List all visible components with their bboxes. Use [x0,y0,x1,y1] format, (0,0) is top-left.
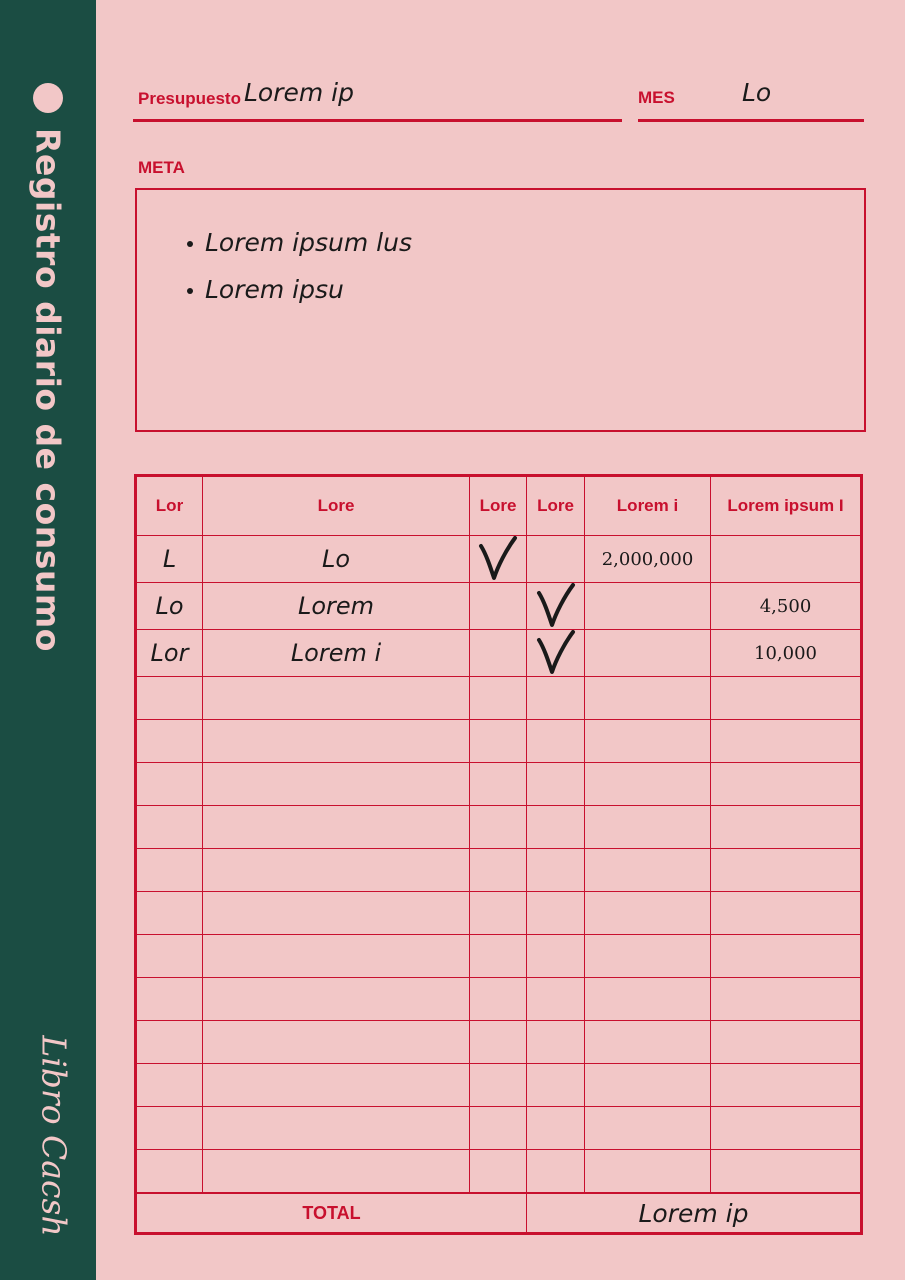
empty-cell[interactable] [585,677,711,720]
empty-cell[interactable] [470,1107,527,1150]
empty-cell[interactable] [527,935,585,978]
empty-cell[interactable] [527,849,585,892]
empty-cell[interactable] [136,677,203,720]
empty-cell[interactable] [203,806,470,849]
table-row [136,677,862,720]
empty-cell[interactable] [711,1064,862,1107]
empty-cell[interactable] [527,806,585,849]
empty-cell[interactable] [527,1021,585,1064]
empty-cell[interactable] [136,806,203,849]
table-header-row [136,476,862,536]
checkmark-icon [536,630,576,676]
cell-check2[interactable] [527,536,585,583]
table-row [136,935,862,978]
empty-cell[interactable] [203,677,470,720]
empty-cell[interactable] [136,935,203,978]
table-row [136,1150,862,1194]
table-row [136,849,862,892]
cell-col6[interactable]: 10,000 [711,630,862,677]
col-header: Lore [470,476,527,536]
empty-cell[interactable] [470,806,527,849]
table-row [136,978,862,1021]
empty-cell[interactable] [470,935,527,978]
empty-cell[interactable] [527,763,585,806]
empty-cell[interactable] [470,720,527,763]
empty-cell[interactable] [203,935,470,978]
cell-check1[interactable] [470,630,527,677]
cell-col2[interactable]: Lorem i [203,630,470,677]
budget-underline [133,119,622,122]
cell-col5[interactable]: 2,000,000 [585,536,711,583]
empty-cell[interactable] [711,720,862,763]
meta-item: Lorem ipsu [187,275,344,304]
cell-col2[interactable]: Lo [203,536,470,583]
empty-cell[interactable] [585,935,711,978]
col-header: Lorem i [585,476,711,536]
empty-cell[interactable] [203,720,470,763]
empty-cell[interactable] [711,677,862,720]
table-row [136,1107,862,1150]
table-row [136,763,862,806]
empty-cell[interactable] [470,677,527,720]
empty-cell[interactable] [527,1150,585,1194]
empty-cell[interactable] [711,1107,862,1150]
empty-cell[interactable] [527,1107,585,1150]
empty-cell[interactable] [203,978,470,1021]
cell-col5[interactable] [585,630,711,677]
expense-table [134,474,863,1235]
empty-cell[interactable] [585,1107,711,1150]
empty-cell[interactable] [711,892,862,935]
empty-cell[interactable] [711,1150,862,1194]
empty-cell[interactable] [203,1150,470,1194]
empty-cell[interactable] [136,1107,203,1150]
spine [0,0,96,1280]
table-row [136,1064,862,1107]
empty-cell[interactable] [527,978,585,1021]
table-row [136,1021,862,1064]
total-value[interactable]: Lorem ip [527,1193,862,1234]
empty-cell[interactable] [585,806,711,849]
empty-cell[interactable] [585,1021,711,1064]
cell-check1[interactable] [470,583,527,630]
cell-col5[interactable] [585,583,711,630]
empty-cell[interactable] [585,720,711,763]
empty-cell[interactable] [585,763,711,806]
meta-label: META [138,158,185,177]
empty-cell[interactable] [470,1021,527,1064]
table-row [136,806,862,849]
empty-cell[interactable] [711,1021,862,1064]
table-row [136,720,862,763]
empty-cell[interactable] [585,1150,711,1194]
cell-col2[interactable]: Lorem [203,583,470,630]
empty-cell[interactable] [470,763,527,806]
cell-col6[interactable] [711,536,862,583]
budget-label: Presupuesto [138,89,241,108]
col-header: Lore [203,476,470,536]
empty-cell[interactable] [136,978,203,1021]
empty-cell[interactable] [203,1021,470,1064]
cell-col1[interactable]: Lor [136,630,203,677]
empty-cell[interactable] [136,1064,203,1107]
meta-box[interactable] [135,188,866,432]
col-header: Lor [136,476,203,536]
spine-subtitle: Libro Cacsh [34,1035,74,1237]
cell-col1[interactable]: Lo [136,583,203,630]
empty-cell[interactable] [470,1064,527,1107]
cell-check2[interactable] [527,630,585,677]
empty-cell[interactable] [136,849,203,892]
empty-cell[interactable] [203,763,470,806]
table-row [136,583,862,630]
empty-cell[interactable] [527,720,585,763]
empty-cell[interactable] [136,763,203,806]
col-header: Lorem ipsum I [711,476,862,536]
empty-cell[interactable] [711,978,862,1021]
month-underline [638,119,864,122]
empty-cell[interactable] [585,849,711,892]
meta-item: Lorem ipsum lus [187,228,412,257]
cell-col1[interactable]: L [136,536,203,583]
cell-col6[interactable]: 4,500 [711,583,862,630]
empty-cell[interactable] [136,720,203,763]
total-row [136,1193,862,1234]
empty-cell[interactable] [527,892,585,935]
empty-cell[interactable] [470,849,527,892]
empty-cell[interactable] [136,1150,203,1194]
empty-cell[interactable] [711,935,862,978]
month-value[interactable]: Lo [742,78,772,107]
empty-cell[interactable] [136,1021,203,1064]
checkmark-icon [536,583,576,629]
month-label: MES [638,88,675,107]
budget-value[interactable]: Lorem ip [244,78,354,107]
empty-cell[interactable] [527,1064,585,1107]
empty-cell[interactable] [470,1150,527,1194]
empty-cell[interactable] [203,892,470,935]
empty-cell[interactable] [711,849,862,892]
empty-cell[interactable] [585,978,711,1021]
empty-cell[interactable] [203,1107,470,1150]
checkmark-icon [478,536,518,582]
spine-title: Registro diario de consumo [28,128,68,652]
empty-cell[interactable] [203,849,470,892]
empty-cell[interactable] [527,677,585,720]
table-row [136,630,862,677]
empty-cell[interactable] [585,1064,711,1107]
cell-check2[interactable] [527,583,585,630]
col-header: Lore [527,476,585,536]
table-row [136,536,862,583]
empty-cell[interactable] [711,763,862,806]
total-label: TOTAL [136,1193,527,1234]
empty-cell[interactable] [203,1064,470,1107]
empty-cell[interactable] [136,892,203,935]
empty-cell[interactable] [585,892,711,935]
table-row [136,892,862,935]
cell-check1[interactable] [470,536,527,583]
binder-hole [33,83,63,113]
empty-cell[interactable] [470,978,527,1021]
empty-cell[interactable] [711,806,862,849]
empty-cell[interactable] [470,892,527,935]
